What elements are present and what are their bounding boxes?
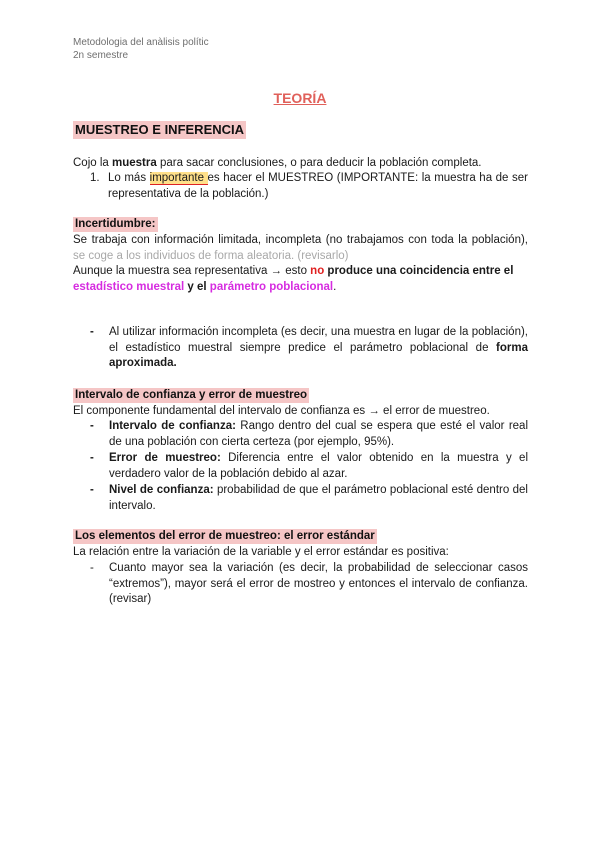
- bullet-item-error: [90, 451, 528, 482]
- bullet-text: [109, 451, 528, 482]
- text-run: .: [333, 280, 337, 293]
- term-description: Rango dentro del cual se espera que esté el valor real de una población con cierta certeza (por ejemplo, 95%).: [109, 420, 528, 448]
- term-bold: Intervalo de confianza:: [109, 420, 236, 432]
- heading-text: MUESTREO E INFERENCIA: [75, 122, 245, 137]
- text-run: Se trabaja con información limitada, incompleta (no trabajamos con toda la población),: [73, 234, 528, 246]
- text-run-bold: produce una coincidencia entre el: [324, 265, 514, 277]
- bullet-dash: -: [90, 562, 94, 574]
- text-run: Cuanto mayor sea la variación (es decir, la probabilidad de seleccionar casos “extremos”), mayor será el error de mostreo y entonces el intervalo de confianza. (revisar): [109, 562, 528, 605]
- bullet-item-intervalo: [90, 419, 528, 450]
- section-heading-muestreo: [73, 122, 528, 140]
- heading-text: Los elementos del error de muestreo: el error estándar: [75, 530, 375, 542]
- text-run: Cojo la: [73, 157, 112, 169]
- text-run: El componente fundamental del intervalo de confianza es → el error de muestreo.: [73, 405, 490, 417]
- bullet-text: [109, 325, 528, 372]
- text-run: Lo más: [108, 172, 150, 184]
- text-run: Aunque la muestra sea representativa → esto: [73, 265, 311, 277]
- bullet-text: [109, 419, 528, 450]
- header-semester: 2n semestre: [73, 50, 129, 61]
- numbered-item-1: [90, 171, 528, 202]
- section-heading-incertidumbre: [73, 217, 528, 233]
- section-heading-error-estandar: [73, 529, 528, 545]
- text-run: es hacer el MUESTREO (IMPORTANTE: la muestra ha de ser representativa de la población.): [108, 172, 528, 200]
- bullet-item-variacion: [90, 561, 528, 608]
- heading-text: Incertidumbre:: [75, 218, 156, 230]
- text-run-red: no: [310, 265, 325, 277]
- paragraph-error-estandar-intro: [73, 545, 528, 561]
- term-description: Diferencia entre el valor obtenido en la muestra y el verdadero valor de la población debido al azar.: [109, 452, 529, 480]
- term-description: probabilidad de que el parámetro poblacional esté dentro del intervalo.: [109, 484, 528, 512]
- text-run-grey: se coge a los individuos de forma aleatoria. (revisarlo): [73, 249, 349, 262]
- heading-text: Intervalo de confianza y error de muestreo: [75, 389, 307, 401]
- bullet-item-nivel: [90, 483, 528, 514]
- highlighted-comment-text: importante: [149, 172, 208, 184]
- paragraph-coincidencia: [73, 264, 528, 295]
- text-run: La relación entre la variación de la variable y el error estándar es positiva:: [73, 546, 449, 558]
- bullet-text: [109, 561, 528, 608]
- bullet-item-incompleta: [90, 325, 528, 372]
- text-run-bold: muestra: [112, 157, 157, 169]
- bullet-dash: -: [90, 326, 94, 338]
- text-run-magenta: estadístico muestral: [73, 280, 185, 293]
- bullet-dash: -: [90, 452, 94, 464]
- text-run: para sacar conclusiones, o para deducir la población completa.: [156, 157, 482, 169]
- term-bold: Error de muestreo:: [109, 452, 221, 464]
- bullet-dash: -: [90, 484, 94, 496]
- section-heading-intervalo: [73, 388, 528, 404]
- term-bold: Nivel de confianza:: [109, 484, 214, 496]
- paragraph-intro: [73, 156, 528, 172]
- header-course-title: Metodologia del anàlisis polític: [73, 37, 209, 48]
- page-title: TEORÍA: [273, 90, 327, 106]
- bullet-dash: -: [90, 420, 94, 432]
- paragraph-incertidumbre: [73, 233, 528, 264]
- item-number: 1.: [90, 172, 100, 184]
- text-run: Al utilizar información incompleta (es decir, una muestra en lugar de la población), el estadístico muestral siempre predice el parámetro poblacional de: [109, 326, 528, 354]
- text-run-magenta: parámetro poblacional: [209, 280, 334, 293]
- bullet-text: [109, 483, 528, 514]
- text-run-bold: forma aproximada.: [109, 341, 528, 369]
- text-run-bold: y el: [184, 280, 210, 293]
- item-text: [108, 171, 528, 202]
- paragraph-intervalo-intro: [73, 404, 528, 420]
